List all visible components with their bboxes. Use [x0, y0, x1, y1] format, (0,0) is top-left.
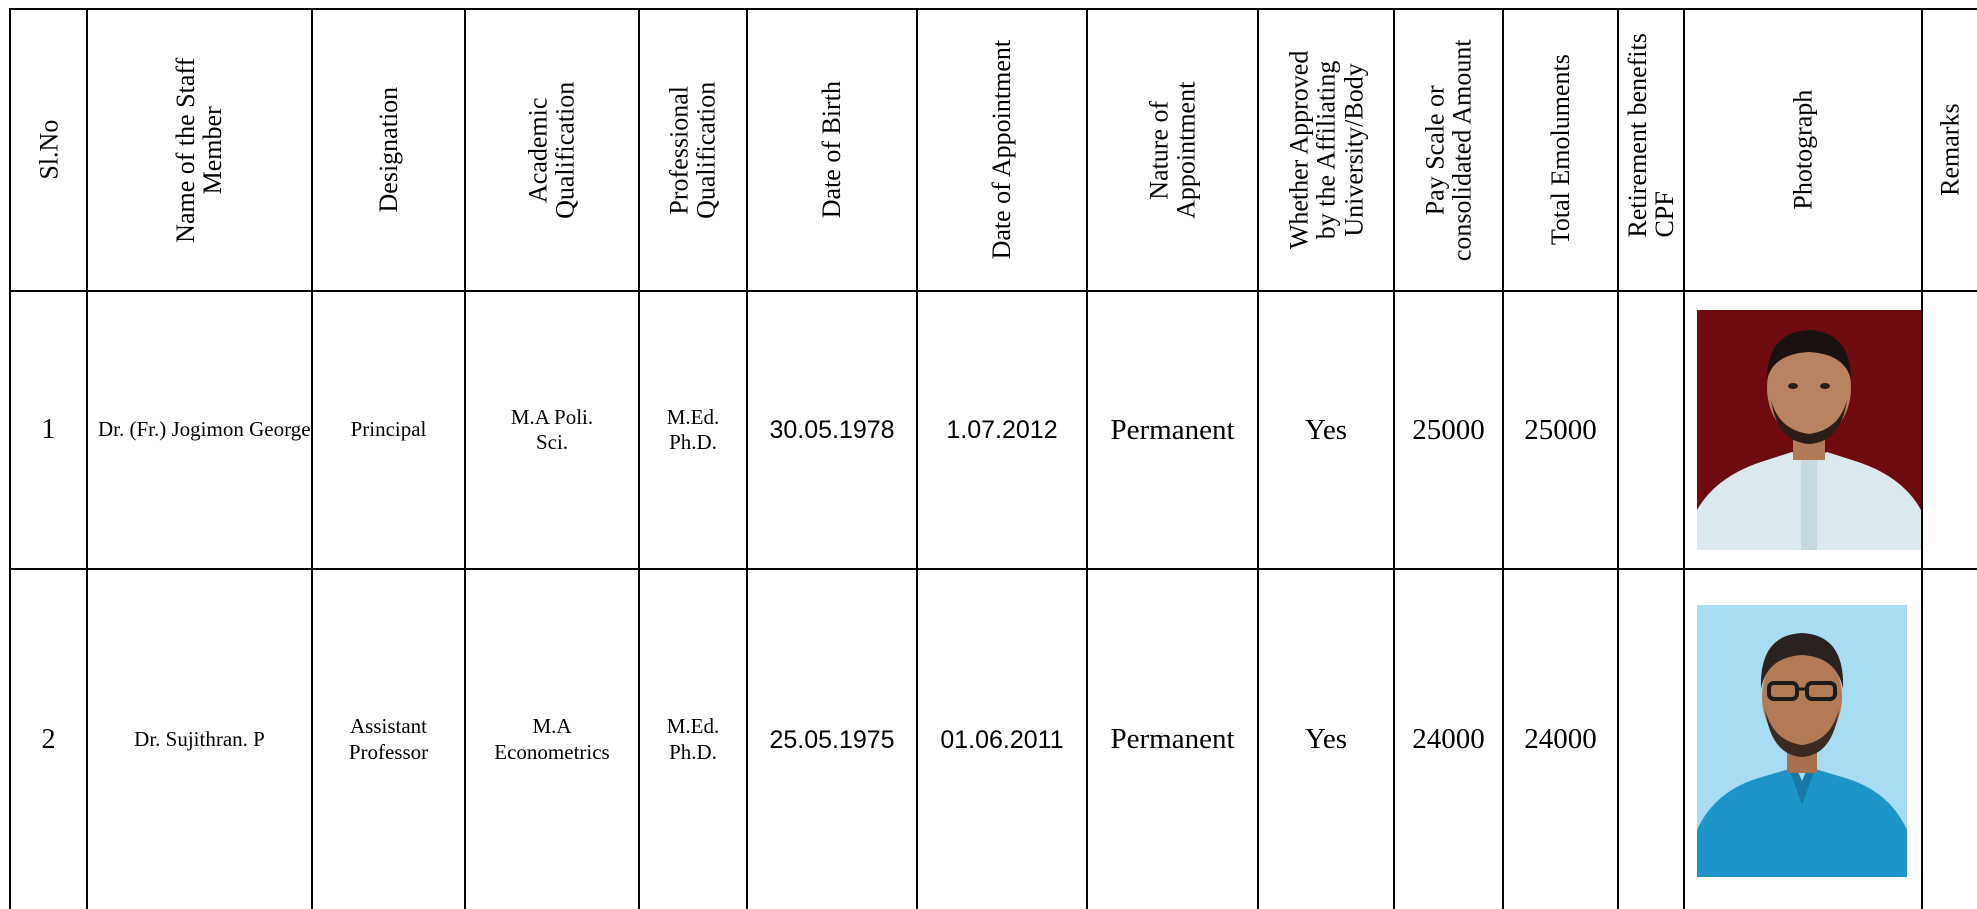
cell-doa: 1.07.2012 — [946, 416, 1058, 444]
cell-remarks — [1923, 292, 1977, 568]
header-dob-text: Date of Birth — [817, 81, 847, 219]
header-retirement — [1619, 10, 1683, 290]
photo-shirt-placket — [1801, 460, 1817, 550]
cell-approved: Yes — [1304, 723, 1348, 756]
header-sl-no-text: Sl.No — [33, 120, 63, 180]
photo-eye — [1788, 383, 1798, 389]
header-photograph — [1685, 10, 1921, 290]
cell-doa: 01.06.2011 — [940, 725, 1064, 754]
cell-pay: 24000 — [1412, 723, 1485, 756]
header-emoluments — [1504, 10, 1617, 290]
header-approved-line-3: University/Body — [1338, 63, 1368, 237]
header-pay-line-1: Pay Scale or — [1420, 85, 1450, 215]
cell-dob: 25.05.1975 — [769, 725, 895, 754]
portrait-image — [1697, 310, 1921, 550]
cell-emoluments: 25000 — [1524, 413, 1597, 446]
cell-emoluments: 24000 — [1524, 723, 1597, 756]
cell-professional-line-1: M.Ed. — [666, 404, 720, 429]
header-academic — [466, 10, 638, 290]
cell-designation: Principal — [350, 417, 427, 442]
header-professional-line-2: Qualification — [692, 81, 721, 219]
header-name — [88, 10, 311, 290]
cell-academic — [466, 292, 638, 568]
cell-nature: Permanent — [1110, 413, 1235, 446]
header-nature-line-2: Appointment — [1171, 81, 1201, 219]
photo-eye — [1820, 383, 1830, 389]
header-professional-line-1: Professional — [664, 85, 694, 215]
header-designation — [313, 10, 464, 290]
header-retirement-line-2: CPF — [1650, 190, 1680, 238]
cell-retirement — [1619, 570, 1683, 909]
header-nature — [1088, 10, 1257, 290]
cell-professional-line-2: Ph.D. — [669, 430, 717, 454]
cell-professional — [640, 570, 746, 909]
staff-photo — [1697, 310, 1921, 550]
header-doa — [918, 10, 1086, 290]
cell-designation-line-1: Assistant — [349, 714, 427, 739]
portrait-image — [1697, 605, 1907, 877]
cell-designation — [313, 570, 464, 909]
header-sl-no — [11, 10, 86, 290]
header-emoluments-text: Total Emoluments — [1545, 54, 1575, 246]
cell-sl-no: 1 — [41, 414, 56, 446]
header-remarks — [1923, 10, 1977, 290]
header-name-line-1: Name of the Staff — [171, 57, 201, 243]
cell-nature: Permanent — [1110, 723, 1235, 756]
cell-name: Dr. (Fr.) Jogimon George — [98, 417, 311, 442]
header-approved-line-2: by the Affiliating — [1311, 60, 1341, 240]
cell-pay: 25000 — [1412, 413, 1485, 446]
header-academic-line-2: Qualification — [551, 81, 580, 219]
cell-remarks — [1923, 570, 1977, 909]
cell-professional-line-2: Ph.D. — [669, 739, 717, 764]
cell-approved: Yes — [1304, 413, 1348, 446]
header-approved-line-1: Whether Approved — [1284, 50, 1314, 250]
cell-name: Dr. Sujithran. P — [134, 726, 265, 751]
header-nature-line-1: Nature of — [1144, 100, 1174, 200]
cell-academic-line-1: M.A — [532, 714, 572, 739]
header-academic-line-1: Academic — [523, 97, 553, 203]
header-approved — [1259, 10, 1393, 290]
cell-retirement — [1619, 292, 1683, 568]
header-professional — [640, 10, 746, 290]
cell-professional-line-1: M.Ed. — [666, 714, 720, 739]
cell-designation-line-2: Professor — [348, 739, 429, 764]
header-designation-text: Designation — [373, 87, 403, 213]
cell-academic-line-1: M.A Poli. — [510, 404, 594, 429]
header-name-line-2: Member — [198, 105, 228, 195]
header-photograph-text: Photograph — [1788, 90, 1818, 210]
header-dob — [748, 10, 916, 290]
header-remarks-text: Remarks — [1935, 103, 1965, 197]
cell-sl-no: 2 — [41, 723, 56, 755]
cell-academic-line-2: Econometrics — [494, 739, 610, 764]
header-retirement-line-1: Retirement benefits — [1622, 32, 1652, 238]
staff-photo — [1697, 605, 1907, 877]
cell-academic-line-2: Sci. — [535, 430, 569, 454]
header-pay — [1395, 10, 1502, 290]
cell-professional — [640, 292, 746, 568]
cell-dob: 30.05.1978 — [769, 416, 895, 444]
header-pay-line-2: consolidated Amount — [1447, 39, 1477, 261]
cell-academic — [466, 570, 638, 909]
header-doa-text: Date of Appointment — [987, 40, 1017, 260]
